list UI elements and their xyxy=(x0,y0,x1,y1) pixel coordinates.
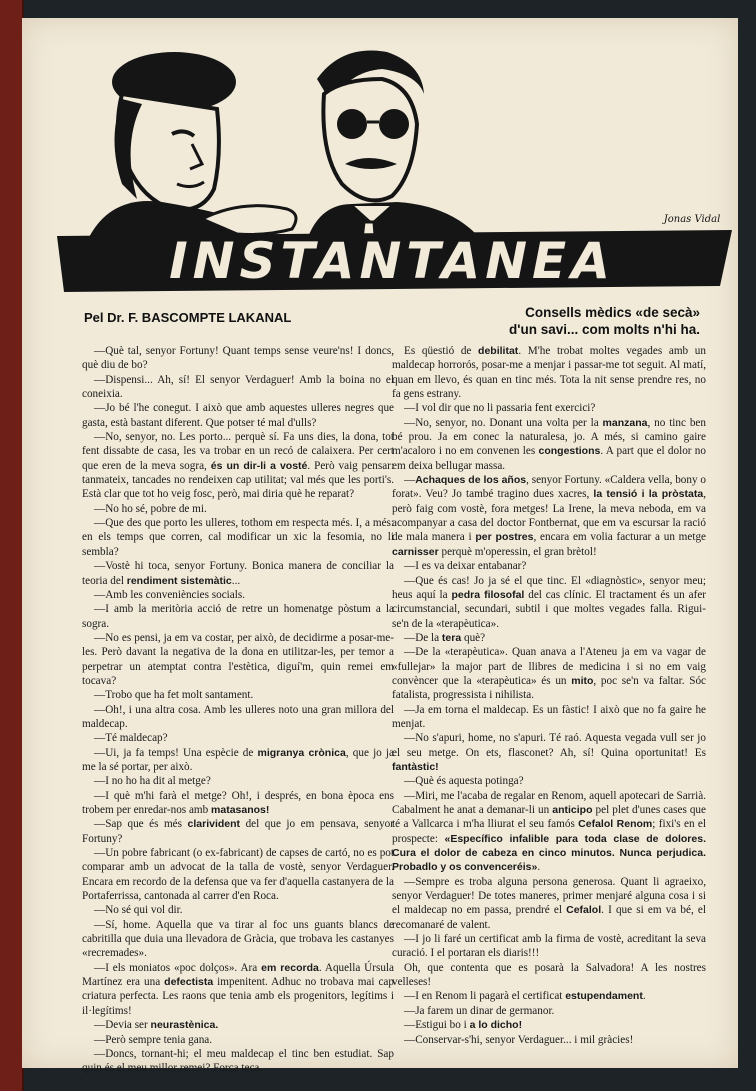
article-paragraph: —Que és cas! Jo ja sé el que tinc. El «diagnòstic», senyor meu; heus aquí la pedra filosofal del cas clínic. El tractament és un afer circumstancial, secundari, subtil i que moltes vegades falla. Rigui-se'n de la «terapèutica». xyxy=(392,574,707,630)
article-paragraph: —Té maldecap? xyxy=(94,732,168,745)
article-paragraph: —Però sempre tenia gana. xyxy=(94,1033,213,1046)
article-paragraph: —Sempre es troba alguna persona generosa. Quant li agraeixo, senyor Verdaguer! De totes maneres, primer menjaré alguna cosa i si el maldecap no em passa, prendré el Cefalol. I que si em va bé, el recomanaré de valent. xyxy=(392,875,706,931)
author-byline: Pel Dr. F. BASCOMPTE LAKANAL xyxy=(84,310,292,325)
article-paragraph: —No s'apuri, home, no s'apuri. Té raó. Aquesta vegada vull ser jo el seu metge. On ets, flasconet? Ah, sí! Quina oportunitat! Es fantàstic! xyxy=(392,732,706,773)
article-column-left xyxy=(82,344,394,1076)
article-paragraph: —No, senyor, no. Les porto... perquè sí. Fa uns dies, la dona, tot fent dissabte de casa, les va trobar en un recó de calaixera. Per cert que eren de la meva sogra, és un dir-li a vosté. Però vaig pensar: tanmateix, tancades no rendeixen cap utilitat; val més que les porti's. Està clar que tot ho veig fosc, però, mai diria què he reparat? xyxy=(82,431,394,501)
article-paragraph: —No ho sé, pobre de mi. xyxy=(94,502,207,515)
article-paragraph: —Conservar-s'hi, senyor Verdaguer... i mil gràcies! xyxy=(404,1033,634,1046)
article-paragraph: —Doncs, tornant-hi; el meu maldecap el tinc ben estudiat. Sap quin és el meu millor remei? Força teca. xyxy=(82,1047,394,1075)
article-column-right xyxy=(392,344,706,1047)
article-paragraph: —Que des que porto les ulleres, tothom em respecta més. I, a més: en els temps que corren, cal modificar un xic la fesomia, no li sembla? xyxy=(82,517,394,558)
article-paragraph: —I amb la meritòria acció de retre un homenatge pòstum a la sogra. xyxy=(82,603,394,630)
article-paragraph: —I els moniatos «poc dolços». Ara em recorda. Aquella Úrsula Martínez era una defectista impenitent. Adhuc no trobava mai cap criatura perfecta. Les raons que tenia amb els progenitors, legítims i il·legítims! xyxy=(82,961,395,1017)
article-paragraph: —De la «terapèutica». Quan anava a l'Ateneu ja em va vagar de «fullejar» la major part de llibres de medicina i si no em vaig convèncer que la «terapèutica» és un mito, poc se'n va faltar. Sóc fatalista, progressista i nihilista. xyxy=(392,646,706,702)
article-paragraph: —Ui, ja fa temps! Una espècie de migranya crònica, que jo ja me la sé portar, per això. xyxy=(82,746,394,773)
man-with-beret-illustration xyxy=(82,52,296,254)
title-text: INSTANTANEA xyxy=(169,232,615,290)
header-illustration xyxy=(52,24,732,294)
article-paragraph: —I vol dir que no li passaria fent exercici? xyxy=(404,402,596,415)
article-paragraph: —No es pensi, ja em va costar, per això, de decidirme a posar-me-les. Però davant la negativa de la dona en utilitzar-les, per temor a perpetrar un atemptat contra l'estètica, diguí'm, quin remei em tocava? xyxy=(82,631,394,687)
article-paragraph: —I jo li faré un certificat amb la firma de vostè, acreditant la seva curació. I el portaran els diaris!!! xyxy=(392,933,706,960)
article-paragraph: —Devia ser neurastènica. xyxy=(94,1019,219,1032)
article-paragraph: —Estigui bo i a lo dicho! xyxy=(404,1019,523,1032)
article-paragraph: —Sí, home. Aquella que va tirar al foc uns guants blancs de cabritilla que duia una llevadora de Gràcia, que trobava les castanyes «recremades». xyxy=(82,918,394,960)
article-paragraph: —I es va deixar entabanar? xyxy=(404,560,527,573)
article-paragraph: —Vostè hi toca, senyor Fortuny. Bonica manera de conciliar la teoria del rendiment sistemàtic... xyxy=(82,560,394,587)
article-paragraph: —Amb les conveniències socials. xyxy=(94,588,245,601)
article-paragraph: —Què és aquesta potinga? xyxy=(404,775,524,788)
illustrator-signature: Jonas Vidal xyxy=(663,214,721,225)
article-paragraph: Es qüestió de debilitat. M'he trobat moltes vegades amb un maldecap horrorós, posar-me a menjar i passar-me tot seguit. Al matí, quan em llevo, és quan en tinc més. Tota la nit sense prendre res, no fa gens estrany. xyxy=(392,345,706,401)
article-paragraph: —Miri, me l'acaba de regalar en Renom, aquell apotecari de Sarrià. Cabalment he anat a demanar-li un anticipo pel plet d'unes cases que té a Vallcarca i m'ha lliurat el seu famós Cefalol Renom; fixi's en el prospecte: «Específico infalible para toda clase de dolores. Cura el dolor de cabeza en cinco minutos. Nunca perjudica. Probadlo y os convenceréis». xyxy=(392,789,707,874)
book-binding xyxy=(0,0,24,1091)
article-paragraph: —Jo bé l'he conegut. I això que amb aquestes ulleres negres que gasta, està bastant diferent. Que potser té mal d'ulls? xyxy=(82,402,394,429)
article-paragraph: —No, senyor, no. Donant una volta per la manzana, no tinc ben bé prou. Ja em conec la naturalesa, jo. A més, si camino gaire m'acaloro i no em convenen les congestions. A part que el dolor no em deixa bellugar massa. xyxy=(392,416,706,472)
article-paragraph: —Què tal, senyor Fortuny! Quant temps sense veure'ns! I doncs, què diu de bo? xyxy=(82,345,394,372)
article-paragraph: Oh, que contenta que es posarà la Salvadora! A les nostres velleses! xyxy=(392,961,706,989)
article-tagline xyxy=(460,304,700,338)
article-paragraph: —De la tera què? xyxy=(404,631,486,644)
article-paragraph: —Dispensi... Ah, sí! El senyor Verdaguer! Amb la boina no el coneixia. xyxy=(82,373,394,401)
article-paragraph: —Achaques de los años, senyor Fortuny. «Caldera vella, bony o forat». Veu? Jo també tragino dues xacres, la tensió i la pròstata, però faig com vostè, fora metges! La Irene, la meva neboda, em va acompanyar a casa del doctor Fontbernat, que em va escursar la ració de mala manera i per postres, encara em volia facturar a un metge carnisser perquè m'operessin, el gran brètol! xyxy=(392,474,706,558)
article-paragraph: —I no ho ha dit al metge? xyxy=(94,775,211,788)
article-paragraph: —Ja em torna el maldecap. Es un fàstic! I això que no fa gaire he menjat. xyxy=(392,703,706,730)
tagline-line-1: Consells mèdics «de secà» xyxy=(525,305,700,320)
article-paragraph: —Sap que és més clarivident del que jo em pensava, senyor Fortuny? xyxy=(82,818,394,845)
article-paragraph: —Ja farem un dinar de germanor. xyxy=(404,1004,555,1017)
article-paragraph: —I en Renom li pagarà el certificat estupendament. xyxy=(404,990,646,1003)
magazine-page xyxy=(22,18,738,1075)
article-paragraph: —Oh!, i una altra cosa. Amb les ulleres noto una gran millora del maldecap. xyxy=(82,703,394,730)
article-paragraph: —Trobo que ha fet molt santament. xyxy=(94,689,254,702)
tagline-line-2: d'un savi... com molts n'hi ha. xyxy=(509,322,700,337)
article-paragraph: —Un pobre fabricant (o ex-fabricant) de capses de cartó, no es pot comparar amb un advocat de la talla de vostè, senyor Verdaguer. Encara em recordo de la defensa que va fer d'aquella castanyera de la Portaferrissa, cantonada al carrer d'en Roca. xyxy=(82,847,394,903)
article-paragraph: —I què m'hi farà el metge? Oh!, i després, en bona època ens trobem per enredar-nos amb matasanos! xyxy=(82,789,394,816)
article-paragraph: —No sé qui vol dir. xyxy=(94,904,183,917)
